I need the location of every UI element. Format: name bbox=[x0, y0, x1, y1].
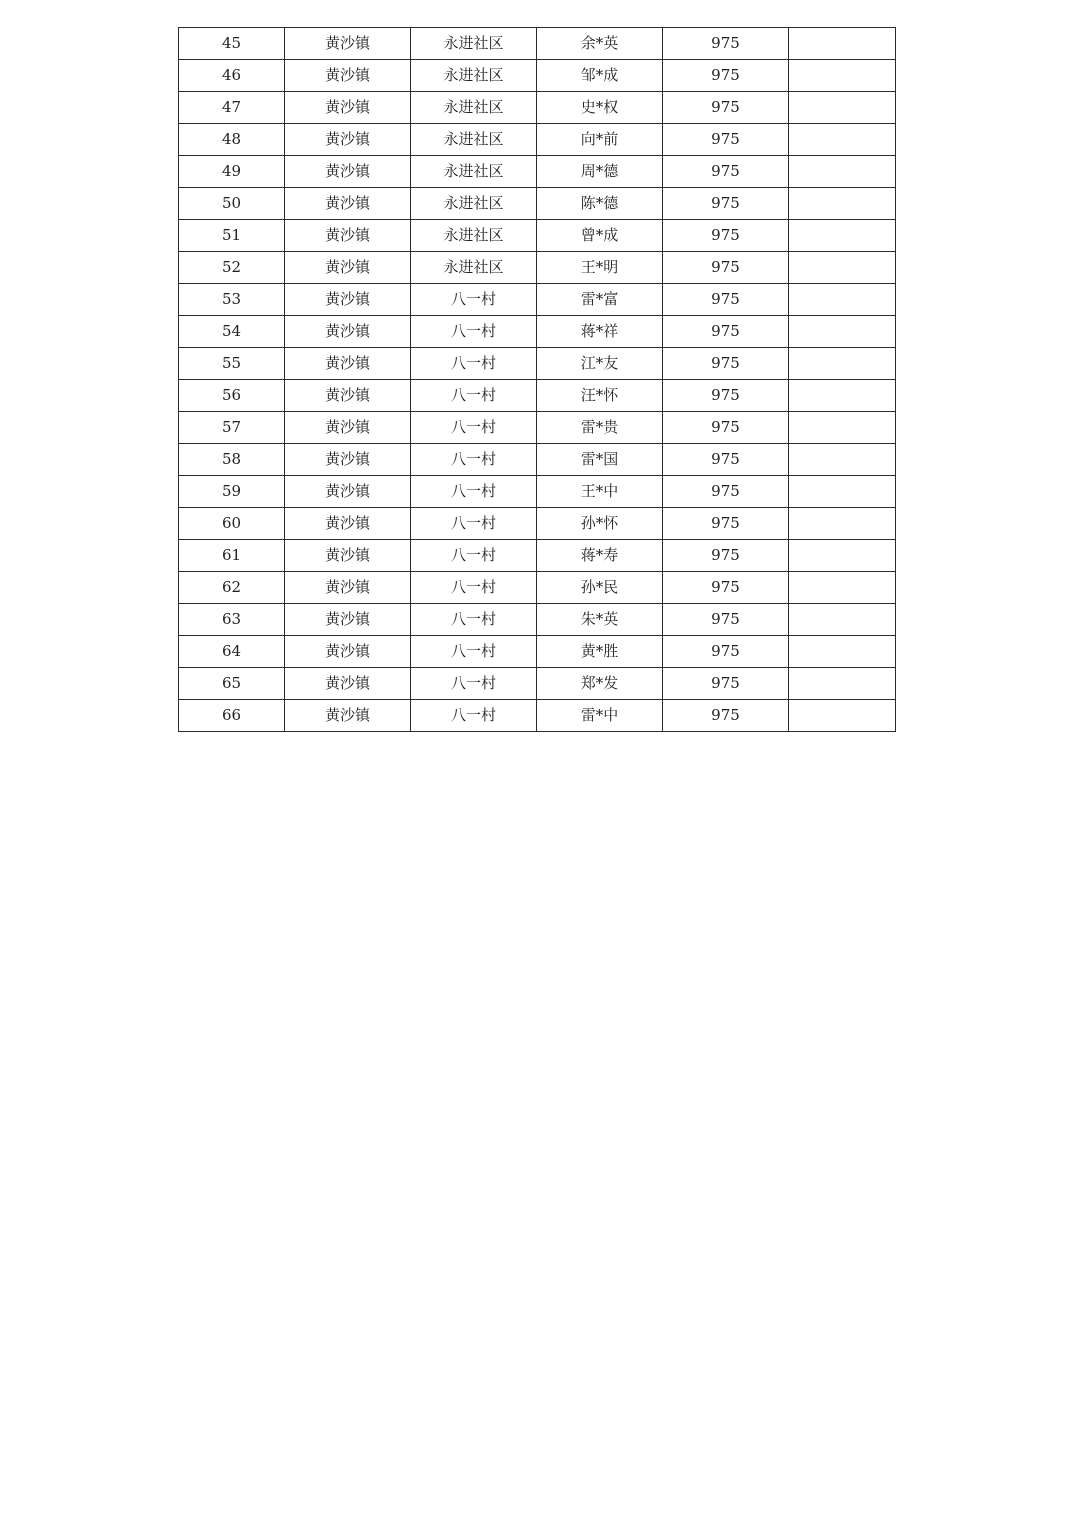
table-row bbox=[179, 508, 896, 540]
name-cell: 汪*怀 bbox=[537, 380, 663, 412]
name-cell: 王*中 bbox=[537, 476, 663, 508]
name-cell: 江*友 bbox=[537, 348, 663, 380]
name-cell: 雷*富 bbox=[537, 284, 663, 316]
amount-cell: 975 bbox=[663, 476, 789, 508]
town-cell: 黄沙镇 bbox=[285, 412, 411, 444]
note-cell bbox=[789, 700, 896, 732]
row-number-cell: 48 bbox=[179, 124, 285, 156]
village-cell: 八一村 bbox=[411, 284, 537, 316]
town-cell: 黄沙镇 bbox=[285, 700, 411, 732]
note-cell bbox=[789, 284, 896, 316]
name-cell: 雷*贵 bbox=[537, 412, 663, 444]
name-cell: 雷*中 bbox=[537, 700, 663, 732]
village-cell: 八一村 bbox=[411, 700, 537, 732]
table-row bbox=[179, 668, 896, 700]
table-row bbox=[179, 700, 896, 732]
town-cell: 黄沙镇 bbox=[285, 348, 411, 380]
note-cell bbox=[789, 156, 896, 188]
amount-cell: 975 bbox=[663, 380, 789, 412]
name-cell: 雷*国 bbox=[537, 444, 663, 476]
name-cell: 孙*民 bbox=[537, 572, 663, 604]
table-row bbox=[179, 124, 896, 156]
village-cell: 八一村 bbox=[411, 444, 537, 476]
row-number-cell: 58 bbox=[179, 444, 285, 476]
village-cell: 永进社区 bbox=[411, 92, 537, 124]
amount-cell: 975 bbox=[663, 604, 789, 636]
note-cell bbox=[789, 444, 896, 476]
town-cell: 黄沙镇 bbox=[285, 188, 411, 220]
village-cell: 永进社区 bbox=[411, 188, 537, 220]
table-row bbox=[179, 348, 896, 380]
table-row bbox=[179, 220, 896, 252]
town-cell: 黄沙镇 bbox=[285, 252, 411, 284]
amount-cell: 975 bbox=[663, 444, 789, 476]
note-cell bbox=[789, 604, 896, 636]
table-row bbox=[179, 476, 896, 508]
village-cell: 八一村 bbox=[411, 540, 537, 572]
table-row bbox=[179, 636, 896, 668]
amount-cell: 975 bbox=[663, 348, 789, 380]
row-number-cell: 49 bbox=[179, 156, 285, 188]
note-cell bbox=[789, 92, 896, 124]
town-cell: 黄沙镇 bbox=[285, 668, 411, 700]
table-row bbox=[179, 412, 896, 444]
amount-cell: 975 bbox=[663, 700, 789, 732]
amount-cell: 975 bbox=[663, 252, 789, 284]
village-cell: 永进社区 bbox=[411, 220, 537, 252]
amount-cell: 975 bbox=[663, 572, 789, 604]
note-cell bbox=[789, 636, 896, 668]
table-row bbox=[179, 188, 896, 220]
town-cell: 黄沙镇 bbox=[285, 508, 411, 540]
name-cell: 邹*成 bbox=[537, 60, 663, 92]
name-cell: 史*权 bbox=[537, 92, 663, 124]
village-cell: 八一村 bbox=[411, 636, 537, 668]
name-cell: 曾*成 bbox=[537, 220, 663, 252]
row-number-cell: 57 bbox=[179, 412, 285, 444]
village-cell: 八一村 bbox=[411, 572, 537, 604]
note-cell bbox=[789, 60, 896, 92]
village-cell: 永进社区 bbox=[411, 60, 537, 92]
town-cell: 黄沙镇 bbox=[285, 124, 411, 156]
amount-cell: 975 bbox=[663, 508, 789, 540]
name-cell: 向*前 bbox=[537, 124, 663, 156]
amount-cell: 975 bbox=[663, 28, 789, 60]
amount-cell: 975 bbox=[663, 668, 789, 700]
village-cell: 八一村 bbox=[411, 316, 537, 348]
town-cell: 黄沙镇 bbox=[285, 444, 411, 476]
amount-cell: 975 bbox=[663, 636, 789, 668]
village-cell: 永进社区 bbox=[411, 124, 537, 156]
row-number-cell: 66 bbox=[179, 700, 285, 732]
note-cell bbox=[789, 188, 896, 220]
table-row bbox=[179, 284, 896, 316]
amount-cell: 975 bbox=[663, 220, 789, 252]
note-cell bbox=[789, 220, 896, 252]
town-cell: 黄沙镇 bbox=[285, 476, 411, 508]
note-cell bbox=[789, 28, 896, 60]
name-cell: 王*明 bbox=[537, 252, 663, 284]
note-cell bbox=[789, 540, 896, 572]
row-number-cell: 60 bbox=[179, 508, 285, 540]
village-cell: 永进社区 bbox=[411, 28, 537, 60]
town-cell: 黄沙镇 bbox=[285, 636, 411, 668]
row-number-cell: 64 bbox=[179, 636, 285, 668]
village-cell: 永进社区 bbox=[411, 156, 537, 188]
town-cell: 黄沙镇 bbox=[285, 604, 411, 636]
name-cell: 陈*德 bbox=[537, 188, 663, 220]
table-row bbox=[179, 92, 896, 124]
table-row bbox=[179, 60, 896, 92]
name-cell: 蒋*寿 bbox=[537, 540, 663, 572]
row-number-cell: 45 bbox=[179, 28, 285, 60]
note-cell bbox=[789, 316, 896, 348]
amount-cell: 975 bbox=[663, 188, 789, 220]
amount-cell: 975 bbox=[663, 412, 789, 444]
table-row bbox=[179, 316, 896, 348]
row-number-cell: 52 bbox=[179, 252, 285, 284]
table-row bbox=[179, 540, 896, 572]
table-row bbox=[179, 252, 896, 284]
name-cell: 朱*英 bbox=[537, 604, 663, 636]
town-cell: 黄沙镇 bbox=[285, 60, 411, 92]
amount-cell: 975 bbox=[663, 540, 789, 572]
table-row bbox=[179, 380, 896, 412]
amount-cell: 975 bbox=[663, 316, 789, 348]
amount-cell: 975 bbox=[663, 60, 789, 92]
table-row bbox=[179, 28, 896, 60]
row-number-cell: 65 bbox=[179, 668, 285, 700]
village-cell: 八一村 bbox=[411, 668, 537, 700]
town-cell: 黄沙镇 bbox=[285, 380, 411, 412]
table-row bbox=[179, 604, 896, 636]
note-cell bbox=[789, 572, 896, 604]
note-cell bbox=[789, 476, 896, 508]
row-number-cell: 53 bbox=[179, 284, 285, 316]
village-cell: 八一村 bbox=[411, 604, 537, 636]
name-cell: 余*英 bbox=[537, 28, 663, 60]
town-cell: 黄沙镇 bbox=[285, 572, 411, 604]
row-number-cell: 62 bbox=[179, 572, 285, 604]
village-cell: 八一村 bbox=[411, 348, 537, 380]
name-cell: 郑*发 bbox=[537, 668, 663, 700]
note-cell bbox=[789, 124, 896, 156]
town-cell: 黄沙镇 bbox=[285, 540, 411, 572]
amount-cell: 975 bbox=[663, 284, 789, 316]
note-cell bbox=[789, 668, 896, 700]
note-cell bbox=[789, 252, 896, 284]
table-row bbox=[179, 444, 896, 476]
amount-cell: 975 bbox=[663, 124, 789, 156]
village-cell: 永进社区 bbox=[411, 252, 537, 284]
row-number-cell: 50 bbox=[179, 188, 285, 220]
town-cell: 黄沙镇 bbox=[285, 284, 411, 316]
village-cell: 八一村 bbox=[411, 412, 537, 444]
row-number-cell: 46 bbox=[179, 60, 285, 92]
name-cell: 蒋*祥 bbox=[537, 316, 663, 348]
note-cell bbox=[789, 348, 896, 380]
village-cell: 八一村 bbox=[411, 380, 537, 412]
note-cell bbox=[789, 380, 896, 412]
row-number-cell: 61 bbox=[179, 540, 285, 572]
row-number-cell: 51 bbox=[179, 220, 285, 252]
amount-cell: 975 bbox=[663, 156, 789, 188]
village-cell: 八一村 bbox=[411, 476, 537, 508]
row-number-cell: 47 bbox=[179, 92, 285, 124]
village-cell: 八一村 bbox=[411, 508, 537, 540]
name-cell: 孙*怀 bbox=[537, 508, 663, 540]
town-cell: 黄沙镇 bbox=[285, 92, 411, 124]
roster-table-body bbox=[179, 28, 896, 732]
note-cell bbox=[789, 508, 896, 540]
row-number-cell: 59 bbox=[179, 476, 285, 508]
row-number-cell: 54 bbox=[179, 316, 285, 348]
table-row bbox=[179, 156, 896, 188]
row-number-cell: 56 bbox=[179, 380, 285, 412]
note-cell bbox=[789, 412, 896, 444]
name-cell: 周*德 bbox=[537, 156, 663, 188]
roster-table bbox=[178, 27, 896, 732]
town-cell: 黄沙镇 bbox=[285, 28, 411, 60]
row-number-cell: 63 bbox=[179, 604, 285, 636]
table-row bbox=[179, 572, 896, 604]
row-number-cell: 55 bbox=[179, 348, 285, 380]
town-cell: 黄沙镇 bbox=[285, 220, 411, 252]
town-cell: 黄沙镇 bbox=[285, 316, 411, 348]
name-cell: 黄*胜 bbox=[537, 636, 663, 668]
town-cell: 黄沙镇 bbox=[285, 156, 411, 188]
amount-cell: 975 bbox=[663, 92, 789, 124]
